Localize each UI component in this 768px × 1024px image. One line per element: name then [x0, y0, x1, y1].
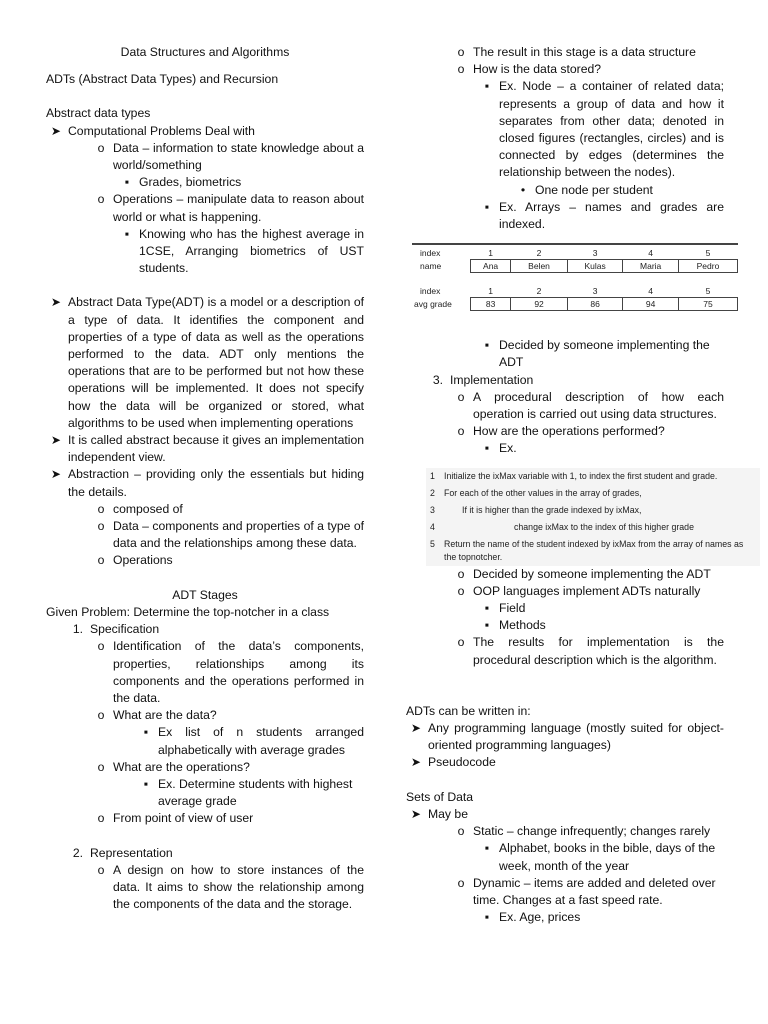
dot-bullet-icon: •: [520, 182, 526, 197]
list-item-text: What are the data?: [113, 708, 217, 723]
list-item-text: Ex. Arrays – names and grades are indexed.: [499, 199, 724, 232]
list-item: [97, 638, 364, 707]
section-heading: ADTs can be written in:: [406, 703, 531, 718]
square-bullet-icon: ▪: [484, 441, 490, 456]
list-item-text: Operations: [113, 553, 173, 568]
arrow-bullet-icon: ➤: [410, 806, 422, 821]
table-cell: Maria: [623, 260, 679, 273]
list-item-text: Decided by someone implementing the ADT: [499, 338, 710, 370]
step-number: 4: [430, 521, 435, 532]
table-cell: 1: [488, 248, 493, 259]
circle-bullet-icon: o: [457, 389, 465, 404]
list-item-text: From point of view of user: [113, 811, 254, 826]
table-row: [412, 260, 738, 273]
list-item: [484, 337, 724, 371]
square-bullet-icon: ▪: [484, 79, 490, 94]
step-text: Return the name of the student indexed by ixMax from the array of names as the topnotcher.: [444, 538, 744, 562]
numbered-item: [72, 621, 364, 638]
list-item: [97, 518, 364, 552]
list-item-text: Ex.: [499, 441, 517, 456]
circle-bullet-icon: o: [457, 62, 465, 77]
list-item: [457, 566, 724, 583]
numbered-item: [432, 372, 724, 389]
table-cell: 2: [536, 286, 542, 297]
list-item: [97, 810, 364, 827]
circle-bullet-icon: o: [97, 708, 105, 723]
list-item: [97, 552, 364, 569]
step-number: 2: [430, 487, 435, 498]
numbered-item: [72, 845, 364, 862]
list-item: [457, 875, 724, 909]
square-bullet-icon: ▪: [484, 910, 490, 925]
array-table: [412, 243, 738, 311]
list-item: [97, 140, 364, 174]
list-item: [97, 707, 364, 724]
list-item-text: May be: [428, 806, 468, 821]
step-text: If it is higher than the grade indexed by ixMax,: [462, 504, 642, 515]
list-item-text: Representation: [90, 845, 173, 860]
section-heading: Abstract data types: [46, 106, 151, 121]
square-bullet-icon: ▪: [484, 618, 490, 633]
list-item-text: Ex. Age, prices: [499, 910, 581, 925]
list-item-text: Identification of the data’s components, properties, relationships among its components and the operations performed in the data.: [113, 639, 364, 705]
table-cell: 86: [567, 298, 623, 311]
square-bullet-icon: ▪: [124, 175, 130, 190]
table-cell: Kulas: [567, 260, 623, 273]
list-item-text: It is called abstract because it gives an implementation independent view.: [68, 433, 364, 465]
list-item-text: Computational Problems Deal with: [68, 123, 255, 138]
square-bullet-icon: ▪: [124, 226, 130, 241]
list-item-text: OOP languages implement ADTs naturally: [473, 583, 701, 598]
arrow-bullet-icon: ➤: [410, 721, 422, 736]
algorithm-step: [430, 521, 756, 534]
list-item: [97, 862, 364, 914]
list-item-text: The result in this stage is a data structure: [473, 45, 696, 59]
list-item: [50, 123, 364, 140]
circle-bullet-icon: o: [457, 635, 465, 650]
list-item-text: Field: [499, 601, 526, 616]
list-item: [457, 389, 724, 423]
table-cell: 4: [648, 248, 654, 259]
arrow-bullet-icon: ➤: [50, 433, 62, 448]
table-label: avg grade: [414, 299, 452, 310]
list-item: [124, 174, 364, 191]
table-cell: 4: [648, 286, 654, 297]
list-item-text: How is the data stored?: [473, 62, 602, 77]
list-item: [457, 634, 724, 668]
list-item-text: A procedural description of how each operation is carried out using data structures.: [473, 389, 724, 422]
left-column: [46, 44, 364, 913]
list-item-text: Static – change infrequently; changes rarely: [473, 824, 711, 839]
step-text: For each of the other values in the array of grades,: [444, 487, 642, 498]
list-item-text: One node per student: [535, 182, 653, 197]
list-item: [484, 840, 724, 874]
list-item: [520, 182, 724, 199]
circle-bullet-icon: o: [97, 140, 105, 155]
table-cell: 5: [705, 248, 711, 259]
arrow-bullet-icon: ➤: [410, 755, 422, 770]
list-item: [484, 600, 724, 617]
algorithm-step: [430, 487, 756, 500]
page-title: Data Structures and Algorithms: [120, 45, 290, 59]
list-number: 2.: [72, 845, 84, 860]
circle-bullet-icon: o: [97, 759, 105, 774]
table-row: [412, 298, 738, 311]
list-item-text: How are the operations performed?: [473, 424, 665, 439]
table-row: [412, 285, 738, 298]
step-text: Initialize the ixMax variable with 1, to index the first student and grade.: [444, 470, 718, 481]
table-label: index: [420, 286, 441, 297]
circle-bullet-icon: o: [97, 811, 105, 826]
list-item: [97, 501, 364, 518]
arrow-bullet-icon: ➤: [50, 467, 62, 482]
list-item: [484, 199, 724, 233]
list-item: [50, 466, 364, 500]
circle-bullet-icon: o: [457, 583, 465, 598]
step-number: 3: [430, 504, 435, 515]
list-item: [484, 440, 724, 457]
circle-bullet-icon: o: [97, 519, 105, 534]
circle-bullet-icon: o: [97, 639, 105, 654]
right-column: [406, 44, 744, 926]
square-bullet-icon: ▪: [484, 841, 490, 856]
list-item: [410, 720, 724, 754]
table-label: index: [420, 248, 441, 259]
table-cell: 75: [678, 298, 737, 311]
table-cell: 1: [488, 286, 493, 297]
list-item-text: Decided by someone implementing the ADT: [473, 566, 711, 581]
table-label: name: [420, 261, 442, 272]
square-bullet-icon: ▪: [143, 725, 149, 740]
list-number: 1.: [72, 622, 84, 637]
given-problem: Given Problem: Determine the top-notcher in a class: [46, 604, 330, 619]
table-cell: 5: [705, 286, 711, 297]
table-cell: 94: [623, 298, 679, 311]
algorithm-step: [430, 504, 756, 517]
table-cell: Pedro: [678, 260, 737, 273]
list-item-text: Data – information to state knowledge about a world/something: [113, 140, 364, 173]
section-heading: ADT Stages: [172, 587, 238, 602]
arrow-bullet-icon: ➤: [50, 123, 62, 138]
list-item: [97, 191, 364, 225]
square-bullet-icon: ▪: [484, 601, 490, 616]
list-item: [457, 823, 724, 840]
list-item-text: Knowing who has the highest average in 1CSE, Arranging biometrics of UST students.: [139, 226, 364, 276]
list-item: [124, 226, 364, 278]
list-item-text: Pseudocode: [428, 755, 496, 770]
circle-bullet-icon: o: [97, 862, 105, 877]
table-cell: 83: [471, 298, 511, 311]
list-item: [484, 617, 724, 634]
circle-bullet-icon: o: [457, 566, 465, 581]
list-item: [484, 78, 724, 181]
table-cell: 92: [511, 298, 568, 311]
list-item-text: Data – components and properties of a type of data and the relationships among these data.: [113, 519, 364, 551]
table-cell: Ana: [471, 260, 511, 273]
circle-bullet-icon: o: [457, 45, 465, 59]
step-number: 1: [430, 470, 435, 481]
table-cell: 3: [592, 248, 598, 259]
list-item-text: Specification: [90, 622, 160, 637]
list-item-text: The results for implementation is the procedural description which is the algorithm.: [473, 635, 724, 667]
algorithm-box: [426, 468, 760, 566]
circle-bullet-icon: o: [457, 824, 465, 839]
list-item: [457, 44, 724, 61]
list-item-text: Alphabet, books in the bible, days of the week, month of the year: [499, 841, 716, 873]
list-item: [143, 776, 364, 810]
list-item: [50, 432, 364, 466]
list-number: 3.: [432, 372, 444, 387]
table-cell: 3: [592, 286, 598, 297]
list-item: [484, 909, 724, 926]
list-item-text: Abstraction – providing only the essentials but hiding the details.: [68, 467, 364, 499]
table-cell: 2: [536, 248, 542, 259]
list-item: [410, 806, 724, 823]
algorithm-step: [430, 538, 756, 564]
circle-bullet-icon: o: [97, 192, 105, 207]
list-item-text: Operations – manipulate data to reason about world or what is happening.: [113, 192, 364, 224]
step-number: 5: [430, 538, 435, 549]
list-item-text: composed of: [113, 501, 183, 516]
list-item-text: Ex. Determine students with highest average grade: [158, 776, 353, 809]
list-item: [457, 583, 724, 600]
list-item-text: Dynamic – items are added and deleted over time. Changes at a fast speed rate.: [473, 875, 716, 907]
circle-bullet-icon: o: [457, 875, 465, 890]
list-item-text: Ex. Node – a container of related data; represents a group of data and how it separates from other data; denoted in closed figures (rectangles, circles) and is connected by edges (determines the relationship between the nodes).: [499, 79, 724, 180]
square-bullet-icon: ▪: [143, 776, 149, 791]
table-cell: Belen: [511, 260, 568, 273]
circle-bullet-icon: o: [457, 424, 465, 439]
arrow-bullet-icon: ➤: [50, 295, 62, 310]
list-item: [143, 724, 364, 758]
list-item-text: Implementation: [450, 372, 534, 387]
list-item: [50, 294, 364, 432]
section-heading: Sets of Data: [406, 789, 474, 804]
list-item-text: A design on how to store instances of the data. It aims to show the relationship among the components of the data and the storage.: [113, 862, 364, 912]
subtitle: ADTs (Abstract Data Types) and Recursion: [46, 72, 279, 87]
step-text: change ixMax to the index of this higher grade: [514, 521, 694, 532]
list-item: [457, 61, 724, 78]
circle-bullet-icon: o: [97, 553, 105, 568]
list-item: [457, 423, 724, 440]
square-bullet-icon: ▪: [484, 199, 490, 214]
list-item: [410, 754, 724, 771]
table-row: [412, 247, 738, 260]
list-item-text: Ex list of n students arranged alphabetically with average grades: [158, 725, 364, 757]
list-item: [97, 759, 364, 776]
list-item-text: Methods: [499, 618, 546, 633]
list-item-text: Grades, biometrics: [139, 175, 242, 190]
square-bullet-icon: ▪: [484, 338, 490, 353]
list-item-text: Any programming language (mostly suited for object-oriented programming languages): [428, 721, 724, 753]
circle-bullet-icon: o: [97, 501, 105, 516]
algorithm-step: [430, 470, 756, 483]
list-item-text: What are the operations?: [113, 759, 250, 774]
list-item-text: Abstract Data Type(ADT) is a model or a description of a type of data. It identifies the component and properties of a type of data as well as the operations performed to the data. ADT only mentions the operations that are to be performed but not how these operations will be implemented. It does not specify how the data will be organized or stored, what algorithms to be used when implementing operations: [68, 295, 364, 430]
